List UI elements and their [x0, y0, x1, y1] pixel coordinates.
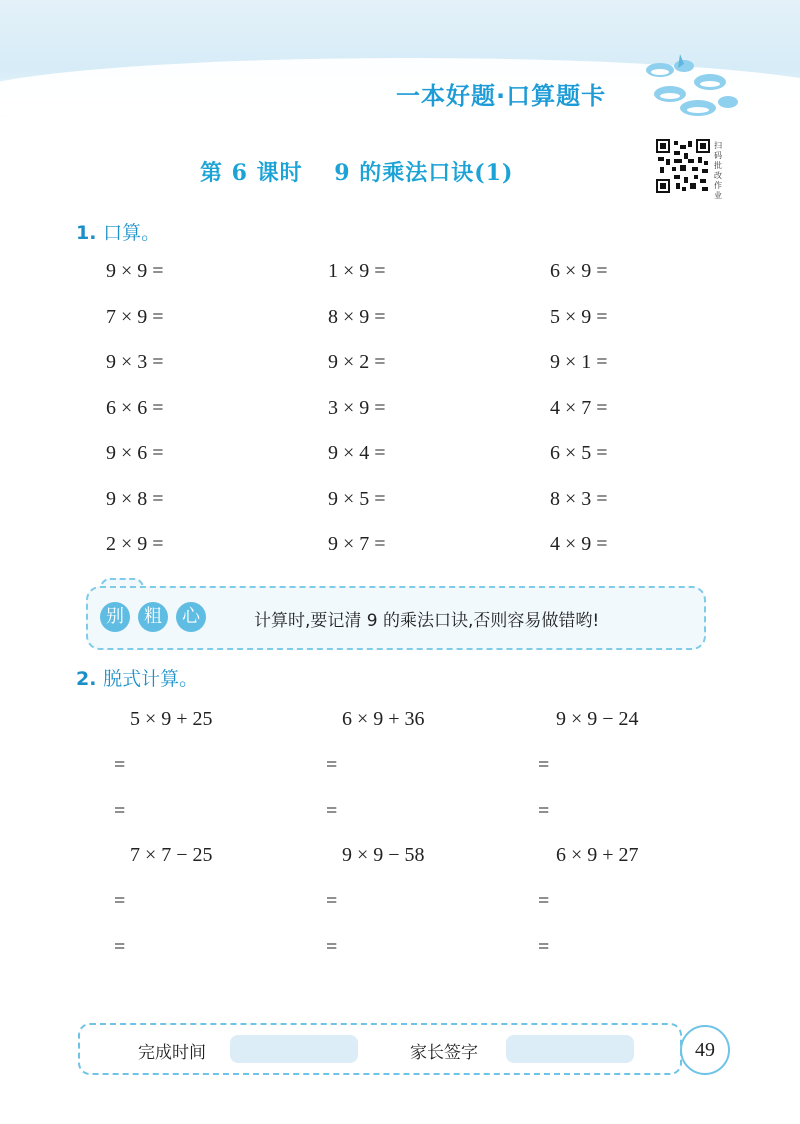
oral-question: 6 × 6 =: [106, 396, 164, 419]
page-number: 49: [680, 1025, 730, 1075]
equals-sign: =: [538, 754, 550, 776]
oral-question: 8 × 3 =: [550, 487, 608, 510]
oral-question: 9 × 9 =: [106, 260, 164, 282]
completion-time-field[interactable]: [230, 1035, 358, 1063]
oral-question: 6 × 5 =: [550, 442, 608, 464]
oral-question: 9 × 7 =: [328, 533, 386, 555]
equals-sign: =: [326, 936, 338, 958]
tip-char-1: 别: [100, 602, 130, 632]
oral-question: 9 × 5 =: [328, 487, 386, 510]
tip-char-3: 心: [176, 602, 206, 632]
equals-sign: =: [326, 754, 338, 776]
section1-number: 1.: [76, 222, 97, 244]
section1-title: [76, 218, 160, 245]
tip-box: [86, 586, 706, 650]
equals-sign: =: [538, 800, 550, 822]
oral-question: 9 × 6 =: [106, 442, 164, 464]
equals-sign: =: [538, 890, 550, 912]
equals-sign: =: [538, 936, 550, 958]
brand-title: 一本好题·口算题卡: [396, 82, 607, 110]
step-problem: 5 × 9 + 25: [130, 708, 213, 730]
parent-signature-field[interactable]: [506, 1035, 634, 1063]
qr-label: 扫码批改作业: [714, 141, 722, 200]
section2-label: 脱式计算。: [103, 668, 199, 690]
oral-question: 9 × 4 =: [328, 442, 386, 464]
completion-time-label: 完成时间: [138, 1043, 206, 1063]
step-problem: 6 × 9 + 36: [342, 708, 425, 730]
equals-sign: =: [114, 890, 126, 912]
oral-question: 4 × 7 =: [550, 396, 608, 419]
step-problem: 7 × 7 − 25: [130, 844, 213, 866]
oral-question: 8 × 9 =: [328, 305, 386, 328]
oral-question: 9 × 2 =: [328, 351, 386, 373]
oral-question: 9 × 8 =: [106, 487, 164, 510]
section2-number: 2.: [76, 668, 97, 690]
oral-question: 9 × 3 =: [106, 351, 164, 373]
parent-signature-label: 家长签字: [410, 1043, 478, 1063]
section2-title: [76, 664, 198, 691]
step-problem: 9 × 9 − 58: [342, 844, 425, 866]
oral-question: 5 × 9 =: [550, 305, 608, 328]
equals-sign: =: [114, 936, 126, 958]
oral-question: 3 × 9 =: [328, 396, 386, 419]
step-problem: 9 × 9 − 24: [556, 708, 639, 730]
equals-sign: =: [326, 800, 338, 822]
equals-sign: =: [114, 754, 126, 776]
lesson-title: 第 6 课时 9 的乘法口诀(1): [200, 160, 514, 186]
section1-label: 口算。: [103, 222, 161, 244]
oral-question: 1 × 9 =: [328, 260, 386, 282]
clouds-icon: [640, 52, 740, 122]
qr-code-icon[interactable]: [656, 139, 710, 193]
step-problem: 6 × 9 + 27: [556, 844, 639, 866]
oral-question: 6 × 9 =: [550, 260, 608, 282]
equals-sign: =: [114, 800, 126, 822]
oral-question: 9 × 1 =: [550, 351, 608, 373]
equals-sign: =: [326, 890, 338, 912]
oral-question: 4 × 9 =: [550, 533, 608, 555]
oral-question: 2 × 9 =: [106, 533, 164, 555]
tip-text: 计算时,要记清 9 的乘法口诀,否则容易做错哟!: [254, 611, 600, 631]
tip-char-2: 粗: [138, 602, 168, 632]
footer-bar: [78, 1023, 682, 1075]
oral-question: 7 × 9 =: [106, 305, 164, 328]
